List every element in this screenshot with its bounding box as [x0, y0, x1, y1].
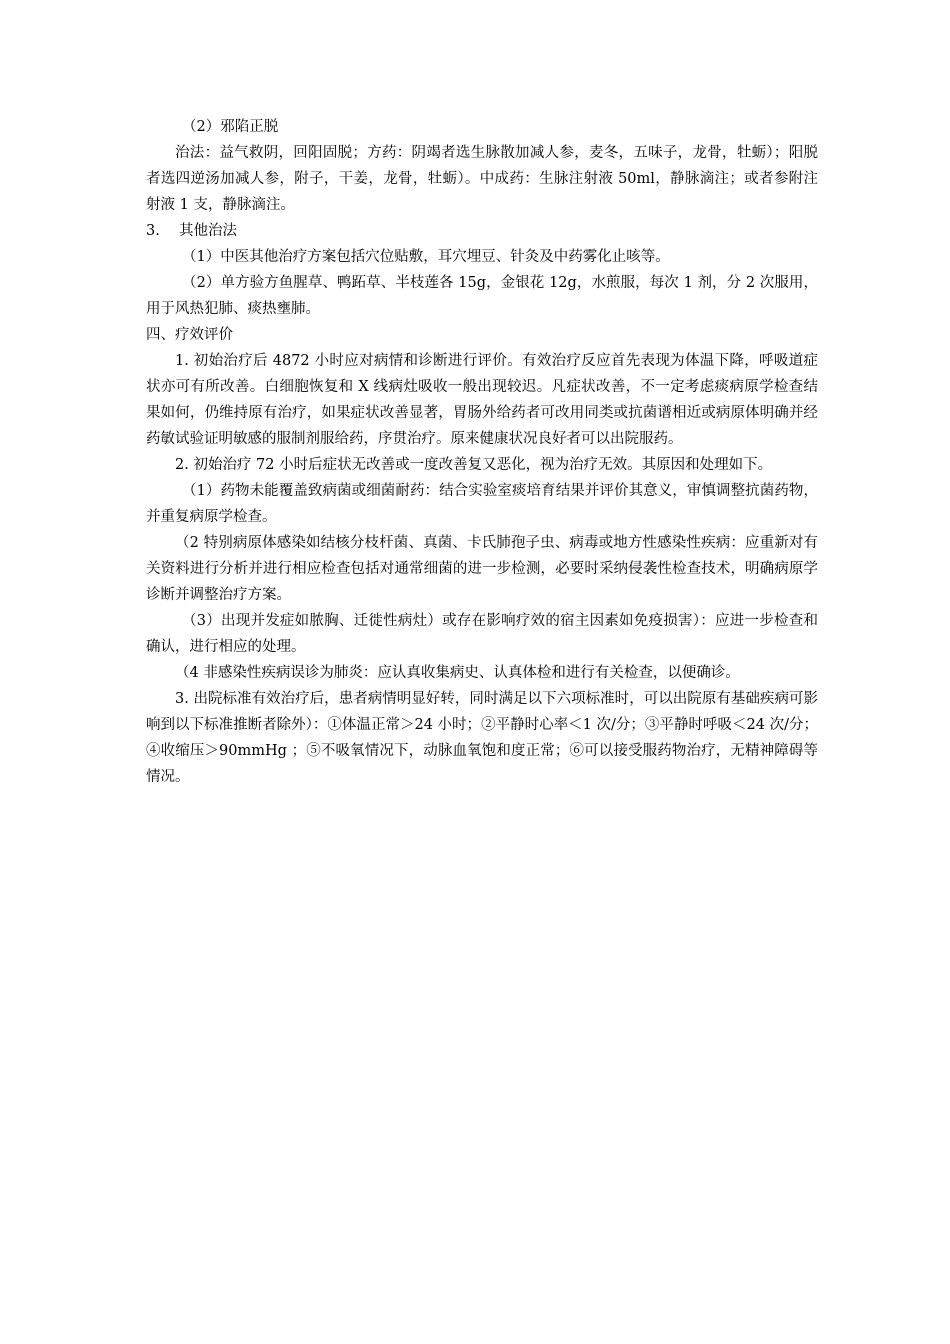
- paragraph-special-pathogen: （2 特别病原体感染如结核分枝杆菌、真菌、卡氏肺孢子虫、病毒或地方性感染性疾病：应重新对有关资料进行分析并进行相应检查包括对通常细菌的进一步检测，必要时采纳侵袭性检查技术，明确病原学诊断并调整治疗方案。: [146, 535, 818, 603]
- paragraph-misdiagnosis: （4 非感染性疾病误诊为肺炎：应认真收集病史、认真体检和进行有关检查，以便确诊。: [175, 665, 740, 681]
- paragraph-initial-evaluation: 1. 初始治疗后 4872 小时应对病情和诊断进行评价。有效治疗反应首先表现为体温下降，呼吸道症状亦可有所改善。白细胞恢复和 X 线病灶吸收一般出现较迟。凡症状改善，不一定考虑痰病原学检查结果如何，仍维持原有治疗，如果症状改善显著，胃肠外给药者可改用同类或抗菌谱相近或病原体明确并经药敏试验证明敏感的服制剂服给药，序贯治疗。原来健康状况良好者可以出院服药。: [146, 353, 818, 447]
- paragraph-complications: （3）出现并发症如脓胸、迁徙性病灶）或存在影响疗效的宿主因素如免疫损害）：应进一步检查和确认，进行相应的处理。: [146, 613, 818, 655]
- paragraph-single-prescription: （2）单方验方鱼腥草、鸭跖草、半枝莲各 15g，金银花 12g，水煎服，每次 1 剂，分 2 次服用，用于风热犯肺、痰热壅肺。: [146, 275, 818, 317]
- paragraph-drug-coverage: （1）药物未能覆盖致病菌或细菌耐药：结合实验室痰培育结果并评价其意义，审慎调整抗菌药物，并重复病原学检查。: [146, 483, 818, 525]
- section-heading-other-treatments: 3. 其他治法: [146, 223, 237, 239]
- paragraph-tcm-other-plans: （1）中医其他治疗方案包括穴位贴敷，耳穴埋豆、针灸及中药雾化止咳等。: [182, 249, 670, 265]
- paragraph-discharge-criteria: 3. 出院标准有效治疗后，患者病情明显好转，同时满足以下六项标准时，可以出院原有基础疾病可影响到以下标准推断者除外）：①体温正常＞24 小时；②平静时心率＜1 次/分；③平静时呼吸＜24 次/分；④收缩压＞90mmHg ；⑤不吸氧情况下，动脉血氧饱和度正常；⑥可以接受服药物治疗，无精神障碍等情况。: [146, 691, 818, 785]
- document-body: [146, 114, 818, 790]
- section-heading-efficacy-evaluation: 四、疗效评价: [146, 327, 233, 343]
- paragraph-treatment-failure: 2. 初始治疗 72 小时后症状无改善或一度改善复又恶化，视为治疗无效。其原因和处理如下。: [175, 457, 773, 473]
- subsection-heading-xie-xian-zheng-tuo: （2）邪陷正脱: [182, 119, 279, 135]
- paragraph-treatment-method: 治法：益气救阴，回阳固脱；方药：阴竭者选生脉散加减人参，麦冬，五味子，龙骨，牡蛎）；阳脱者选四逆汤加减人参，附子，干姜，龙骨，牡蛎）。中成药：生脉注射液 50ml，静脉滴注；或者参附注射液 1 支，静脉滴注。: [146, 145, 818, 213]
